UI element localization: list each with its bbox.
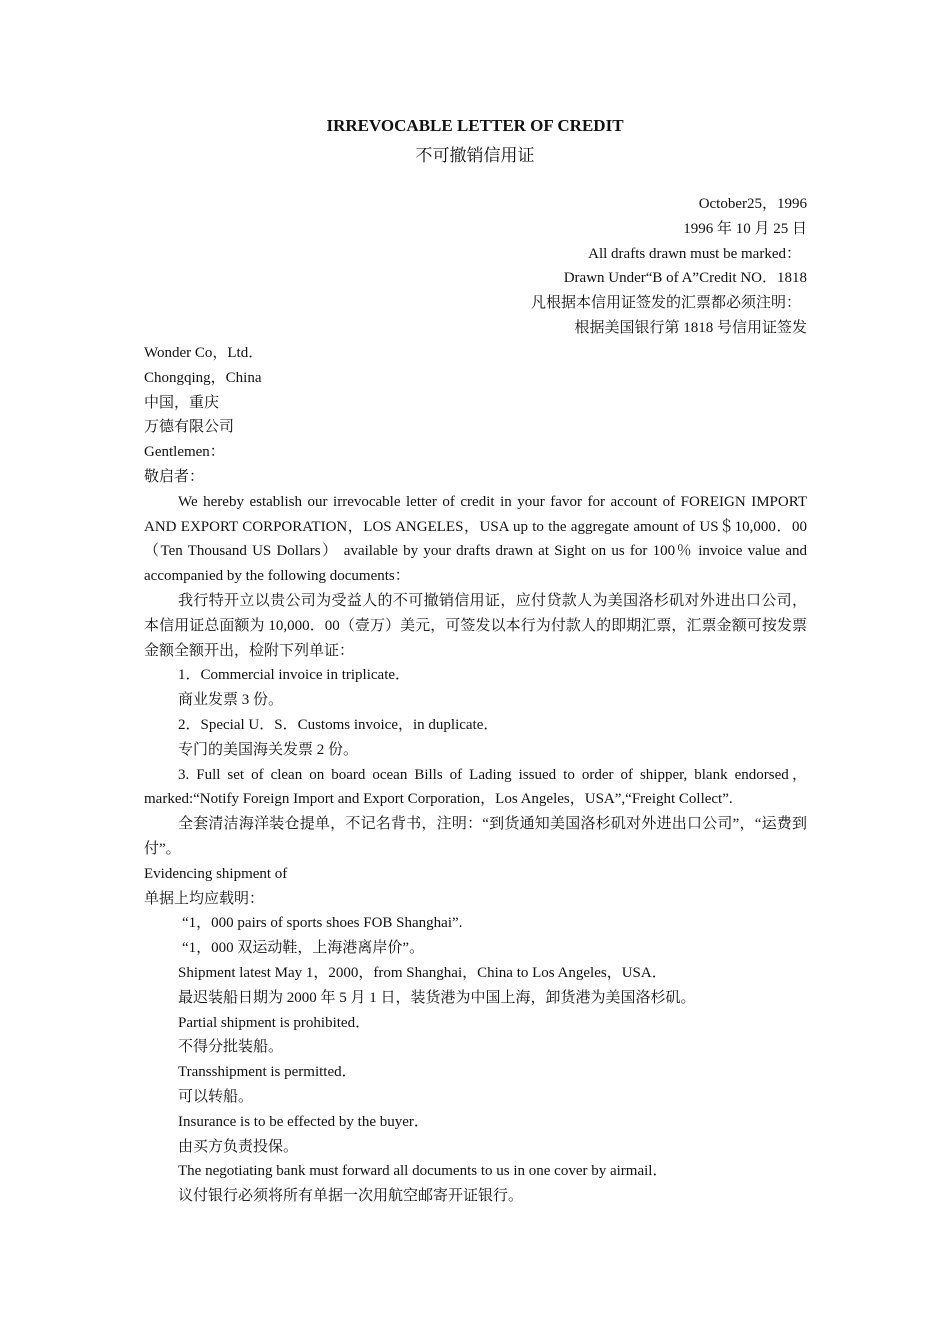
- addressee-company-en: Wonder Co，Ltd．: [144, 345, 264, 361]
- document-item-1-cn: 商业发票 3 份。: [178, 692, 284, 709]
- salutation-en: Gentlemen：: [144, 444, 225, 461]
- evidencing-en: Evidencing shipment of: [144, 865, 288, 882]
- negotiating-bank-cn: 议付银行必须将所有单据一次用航空邮寄开证银行。: [178, 1188, 524, 1205]
- date-en: October25，1996: [698, 196, 807, 212]
- document-item-3-en: 3. Full set of clean on board ocean Bills of Lading issued to order of shipper, blank endorsed，marked:“Notify Foreign Import and Export Corporation，Los Angeles，USA”,“Freight Collect”.: [144, 766, 807, 808]
- document-title-cn: 不可撤销信用证: [415, 146, 535, 165]
- transshipment-cn: 可以转船。: [178, 1088, 254, 1105]
- document-item-1-en: 1．Commercial invoice in triplicate．: [178, 667, 411, 684]
- shipment-date-en: Shipment latest May 1，2000，from Shanghai，China to Los Angeles，USA．: [178, 964, 667, 981]
- date-cn: 1996 年 10 月 25 日: [683, 220, 807, 237]
- insurance-cn: 由买方负责投保。: [178, 1138, 299, 1155]
- evidencing-cn: 单据上均应载明：: [144, 890, 265, 907]
- goods-description-cn: “1，000 双运动鞋，上海港离岸价”。: [182, 940, 425, 957]
- addressee-city-cn: 中国，重庆: [144, 394, 220, 411]
- drafts-note-cn: 凡根据本信用证签发的汇票都必须注明：: [530, 295, 801, 312]
- letter-body: [144, 341, 807, 1209]
- drawn-under-cn: 根据美国银行第 1818 号信用证签发: [574, 319, 807, 336]
- negotiating-bank-en: The negotiating bank must forward all documents to us in one cover by airmail．: [178, 1163, 668, 1180]
- shipment-date-cn: 最迟装船日期为 2000 年 5 月 1 日，装货港为中国上海，卸货港为美国洛杉矶。: [178, 989, 696, 1006]
- addressee-company-cn: 万德有限公司: [144, 419, 235, 436]
- header-right-block: [531, 192, 807, 341]
- document-title: IRREVOCABLE LETTER OF CREDIT: [326, 116, 624, 135]
- paragraph-establish-cn: 我行特开立以贵公司为受益人的不可撤销信用证，应付贷款人为美国洛杉矶对外进出口公司，本信用证总面额为 10,000．00（壹万）美元，可签发以本行为付款人的即期汇票，汇票金额可按发票金额全额开出，检附下列单证：: [144, 592, 807, 659]
- drafts-note-en: All drafts drawn must be marked：: [588, 245, 801, 262]
- document-item-3-cn: 全套清洁海洋装仓提单，不记名背书，注明：“到货通知美国洛杉矶对外进出口公司”，“运费到付”。: [144, 816, 807, 857]
- partial-shipment-cn: 不得分批装船。: [178, 1039, 284, 1056]
- partial-shipment-en: Partial shipment is prohibited．: [178, 1014, 371, 1031]
- goods-description-en: “1，000 pairs of sports shoes FOB Shanghai”.: [182, 915, 463, 932]
- transshipment-en: Transshipment is permitted．: [178, 1064, 357, 1081]
- document-item-2-cn: 专门的美国海关发票 2 份。: [178, 741, 359, 758]
- document-item-2-en: 2．Special U．S．Customs invoice，in duplicate．: [178, 716, 499, 733]
- paragraph-establish-en: We hereby establish our irrevocable letter of credit in your favor for account of FOREIGN IMPORT AND EXPORT CORPORATION，LOS ANGELES，USA up to the aggregate amount of US＄10,000．00（Ten Thousand US Dollars） available by your drafts drawn at Sight on us for 100％ invoice value and accompanied by the following documents：: [144, 493, 807, 585]
- insurance-en: Insurance is to be effected by the buyer．: [178, 1113, 429, 1130]
- drawn-under-en: Drawn Under“B of A”Credit NO．1818: [563, 270, 807, 287]
- addressee-city-en: Chongqing，China: [144, 369, 262, 386]
- salutation-cn: 敬启者：: [144, 468, 205, 485]
